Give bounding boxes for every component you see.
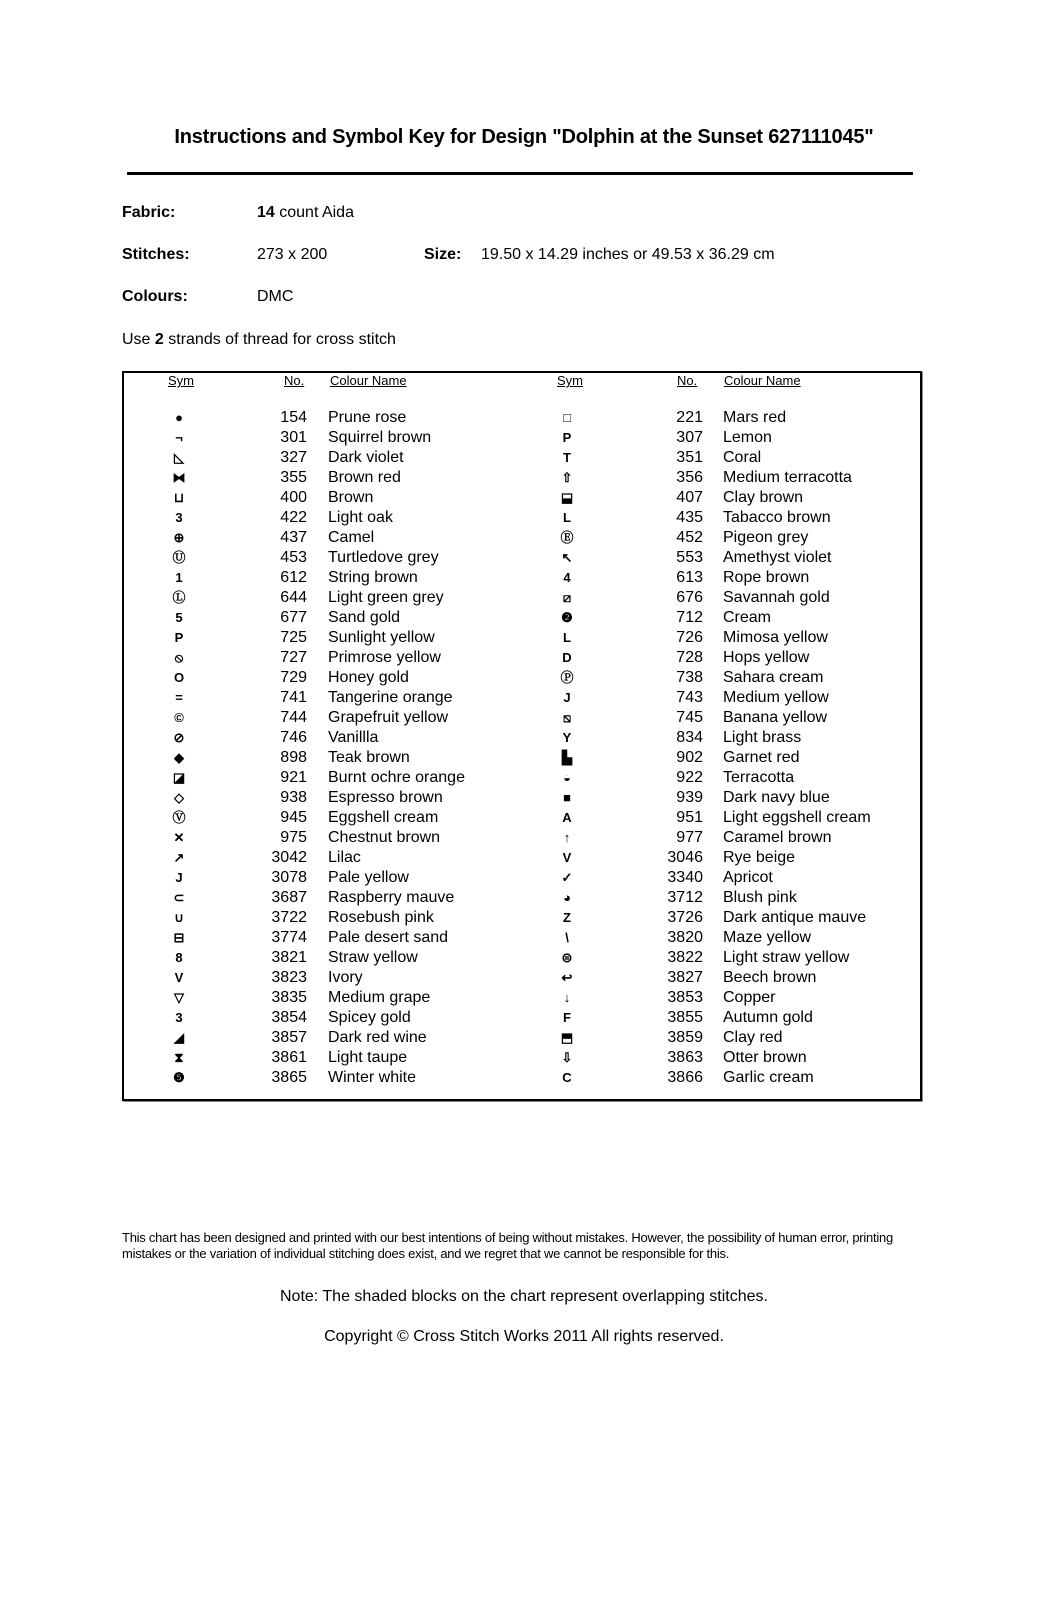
dmc-number: 3827 [667,969,703,986]
key-row [124,668,920,688]
key-row [124,528,920,548]
dmc-number: 553 [676,549,703,566]
colour-name: Pale desert sand [328,929,449,946]
stitch-symbol-icon: = [175,690,183,705]
stitch-symbol-icon: ❷ [561,610,573,625]
colour-name: Medium terracotta [723,469,852,486]
strands-count: 2 [154,331,164,348]
key-row [124,628,920,648]
colour-name: Primrose yellow [328,649,441,666]
key-row [124,508,920,528]
header-sym-right: Sym [557,373,583,388]
colour-name: Winter white [328,1069,417,1086]
colour-name: Prune rose [328,409,407,426]
key-row [124,688,920,708]
key-row [124,488,920,508]
stitch-symbol-icon: ⦸ [174,650,184,665]
dmc-number: 437 [280,529,307,546]
dmc-number: 677 [280,609,307,626]
colour-name: Hops yellow [723,649,810,666]
dmc-number: 3855 [667,1009,703,1026]
stitch-symbol-icon: L [563,630,571,645]
dmc-number: 356 [676,469,703,486]
header-sym-left: Sym [168,373,194,388]
colour-name: Otter brown [723,1049,807,1066]
colour-name: Light taupe [328,1049,408,1066]
dmc-number: 3853 [667,989,703,1006]
copyright-text: Copyright © Cross Stitch Works 2011 All rights reserved. [324,1328,724,1345]
stitch-symbol-icon: Ⓔ [560,530,574,545]
stitch-symbol-icon: ⊜ [561,950,573,965]
stitch-symbol-icon: 3 [175,510,183,525]
stitch-symbol-icon: J [175,870,183,885]
stitch-symbol-icon: L [563,510,571,525]
stitch-symbol-icon: ∪ [174,910,184,925]
colour-name: Terracotta [723,769,795,786]
dmc-number: 301 [280,429,307,446]
stitch-symbol-icon: ⧗ [174,1050,184,1065]
colour-name: Maze yellow [723,929,812,946]
stitch-symbol-icon: ⧅ [562,710,572,725]
dmc-number: 3722 [271,909,307,926]
size-label: Size: [424,246,462,263]
stitch-symbol-icon: ■ [563,790,571,805]
stitch-symbol-icon: ⧄ [562,590,572,605]
dmc-number: 921 [280,769,307,786]
key-row [124,788,920,808]
key-row [124,828,920,848]
colour-name: Tangerine orange [328,689,453,706]
stitch-symbol-icon: 5 [175,610,183,625]
stitch-symbol-icon: Z [563,910,571,925]
stitch-symbol-icon: ⊔ [173,490,185,505]
colour-name: Sahara cream [723,669,824,686]
dmc-number: 3822 [667,949,703,966]
stitch-symbol-icon: ⊘ [173,730,185,745]
colour-name: Chestnut brown [328,829,441,846]
key-row [124,808,920,828]
key-row [124,1068,920,1088]
key-row [124,1048,920,1068]
colour-name: Vanillla [328,729,379,746]
dmc-number: 729 [280,669,307,686]
key-row [124,728,920,748]
dmc-number: 902 [676,749,703,766]
dmc-number: 3726 [667,909,703,926]
stitch-symbol-icon: ❺ [173,1070,185,1085]
strands-instruction [122,331,396,349]
dmc-number: 3078 [271,869,307,886]
dmc-number: 452 [676,529,703,546]
stitch-symbol-icon: ◆ [174,750,184,765]
stitch-symbol-icon: ◢ [174,1030,184,1045]
dmc-number: 154 [280,409,307,426]
colour-name: Dark red wine [328,1029,427,1046]
colour-name: Espresso brown [328,789,443,806]
stitch-symbol-icon: 4 [563,570,571,585]
dmc-number: 3835 [271,989,307,1006]
colour-name: Clay brown [723,489,804,506]
colour-name: String brown [328,569,418,586]
disclaimer-text: This chart has been designed and printed with our best intentions of being without mistakes. However, the possibility of human error, printing mistakes or the variation of individual stitching does exist, and we regret that we cannot be responsible for this. [122,1230,893,1261]
dmc-number: 3687 [271,889,307,906]
colour-name: Turtledove grey [328,549,439,566]
dmc-number: 612 [280,569,307,586]
colour-name: Mars red [723,409,787,426]
dmc-number: 712 [676,609,703,626]
stitch-symbol-icon: ↖ [561,550,573,565]
stitch-symbol-icon: ▽ [174,990,184,1005]
key-row [124,968,920,988]
stitch-symbol-icon: D [562,650,572,665]
stitch-symbol-icon: Ⓥ [172,810,186,825]
key-row [124,448,920,468]
key-row [124,748,920,768]
key-row [124,648,920,668]
dmc-number: 3340 [667,869,703,886]
dmc-number: 435 [676,509,703,526]
colour-name: Brown red [328,469,401,486]
symbol-key-table [122,371,922,1101]
dmc-number: 327 [280,449,307,466]
dmc-number: 951 [676,809,703,826]
colour-name: Squirrel brown [328,429,432,446]
stitch-symbol-icon: 3 [175,1010,183,1025]
stitch-symbol-icon: V [174,970,184,985]
colour-name: Eggshell cream [328,809,439,826]
dmc-number: 351 [676,449,703,466]
key-row [124,848,920,868]
key-row [124,928,920,948]
colour-name: Caramel brown [723,829,832,846]
dmc-number: 977 [676,829,703,846]
colour-name: Blush pink [723,889,797,906]
stitch-symbol-icon: ● [175,410,183,425]
dmc-number: 741 [280,689,307,706]
key-row [124,1028,920,1048]
colour-name: Copper [723,989,776,1006]
dmc-number: 3866 [667,1069,703,1086]
dmc-number: 898 [280,749,307,766]
dmc-number: 834 [676,729,703,746]
colour-name: Light brass [723,729,802,746]
strands-suffix: strands of thread for cross stitch [163,331,396,348]
dmc-number: 644 [280,589,307,606]
stitch-symbol-icon: A [562,810,572,825]
dmc-number: 3863 [667,1049,703,1066]
key-row [124,428,920,448]
colour-name: Dark violet [328,449,404,466]
colour-name: Rosebush pink [328,909,434,926]
stitch-symbol-icon: P [562,430,572,445]
colour-name: Raspberry mauve [328,889,455,906]
stitch-symbol-icon: ↗ [173,850,185,865]
key-row [124,1008,920,1028]
colour-name: Savannah gold [723,589,830,606]
stitch-symbol-icon: \ [565,930,569,945]
header-no-left: No. [284,373,305,388]
stitches-value: 273 x 200 [257,246,328,263]
dmc-number: 945 [280,809,307,826]
dmc-number: 745 [676,709,703,726]
key-row [124,588,920,608]
colour-name: Autumn gold [723,1009,813,1026]
colour-name: Light oak [328,509,393,526]
dmc-number: 725 [280,629,307,646]
dmc-number: 744 [280,709,307,726]
colour-name: Lilac [328,849,361,866]
fabric-count: 14 [257,204,275,221]
colour-name: Ivory [328,969,363,986]
colours-label: Colours: [122,288,188,305]
colour-name: Spicey gold [328,1009,411,1026]
dmc-number: 975 [280,829,307,846]
stitch-symbol-icon: ⇩ [561,1050,573,1065]
page-title: Instructions and Symbol Key for Design "Dolphin at the Sunset 627111045" [174,126,874,148]
colour-name: Rope brown [723,569,810,586]
key-row [124,548,920,568]
header-no-right: No. [677,373,698,388]
colour-name: Clay red [723,1029,783,1046]
key-row [124,568,920,588]
colour-name: Cream [723,609,772,626]
fabric-label: Fabric: [122,204,176,221]
colour-name: Camel [328,529,375,546]
key-row [124,888,920,908]
stitch-symbol-icon: ✓ [561,870,573,885]
colour-name: Brown [328,489,374,506]
colour-name: Rye beige [723,849,796,866]
colour-name: Coral [723,449,762,466]
size-value: 19.50 x 14.29 inches or 49.53 x 36.29 cm [481,246,775,263]
dmc-number: 221 [676,409,703,426]
stitch-symbol-icon: ↩ [561,970,573,985]
dmc-number: 3042 [271,849,307,866]
stitch-symbol-icon: ◇ [174,790,184,805]
stitch-symbol-icon: Y [562,730,572,745]
dmc-number: 400 [280,489,307,506]
fabric-text: count Aida [274,204,354,221]
colour-name: Tabacco brown [723,509,831,526]
dmc-number: 3859 [667,1029,703,1046]
key-row [124,708,920,728]
dmc-number: 922 [676,769,703,786]
colours-value: DMC [257,288,294,305]
note-text: Note: The shaded blocks on the chart represent overlapping stitches. [280,1288,768,1305]
colour-name: Medium yellow [723,689,829,706]
colour-name: Straw yellow [328,949,418,966]
stitch-symbol-icon: J [563,690,571,705]
colour-name: Light straw yellow [723,949,850,966]
colour-name: Sunlight yellow [328,629,435,646]
stitch-symbol-icon: Ⓟ [560,670,574,685]
dmc-number: 743 [676,689,703,706]
dmc-number: 3861 [271,1049,307,1066]
stitch-symbol-icon: ◒ [563,770,571,785]
key-row [124,408,920,428]
dmc-number: 3821 [271,949,307,966]
stitch-symbol-icon: ✕ [173,830,185,845]
header-name-right: Colour Name [724,373,801,388]
stitch-symbol-icon: ⊂ [173,890,185,905]
dmc-number: 727 [280,649,307,666]
dmc-number: 453 [280,549,307,566]
key-row [124,468,920,488]
header-name-left: Colour Name [330,373,407,388]
colour-name: Apricot [723,869,773,886]
key-row [124,608,920,628]
colour-name: Light eggshell cream [723,809,871,826]
dmc-number: 746 [280,729,307,746]
dmc-number: 738 [676,669,703,686]
dmc-number: 3823 [271,969,307,986]
colour-name: Grapefruit yellow [328,709,449,726]
stitch-symbol-icon: ▙ [562,750,572,765]
dmc-number: 3046 [667,849,703,866]
dmc-number: 613 [676,569,703,586]
dmc-number: 939 [676,789,703,806]
dmc-number: 307 [676,429,703,446]
colour-name: Light green grey [328,589,444,606]
stitch-symbol-icon: O [173,670,185,685]
dmc-number: 3857 [271,1029,307,1046]
dmc-number: 3865 [271,1069,307,1086]
colour-name: Beech brown [723,969,817,986]
colour-name: Pale yellow [328,869,409,886]
stitch-symbol-icon: C [562,1070,572,1085]
stitch-symbol-icon: ◕ [563,890,571,905]
stitch-symbol-icon: F [563,1010,571,1025]
stitch-symbol-icon: ⊕ [173,530,185,545]
key-row [124,868,920,888]
stitch-symbol-icon: ¬ [175,430,183,445]
colour-name: Garnet red [723,749,800,766]
colour-name: Burnt ochre orange [328,769,465,786]
colour-name: Sand gold [328,609,401,626]
dmc-number: 407 [676,489,703,506]
dmc-number: 3712 [667,889,703,906]
dmc-number: 938 [280,789,307,806]
colour-name: Mimosa yellow [723,629,828,646]
stitch-symbol-icon: © [174,710,184,725]
stitch-symbol-icon: ↓ [563,990,571,1005]
stitch-symbol-icon: ⧓ [172,470,186,485]
colour-name: Garlic cream [723,1069,814,1086]
colour-name: Dark antique mauve [723,909,867,926]
stitch-symbol-icon: ◺ [174,450,184,465]
dmc-number: 422 [280,509,307,526]
colour-name: Honey gold [328,669,409,686]
key-row [124,988,920,1008]
title-divider [127,172,913,175]
colour-name: Lemon [723,429,772,446]
stitch-symbol-icon: ◪ [172,770,186,785]
stitch-symbol-icon: ⬓ [560,490,574,505]
dmc-number: 3854 [271,1009,307,1026]
stitch-symbol-icon: 8 [175,950,183,965]
dmc-number: 3774 [271,929,307,946]
colour-name: Dark navy blue [723,789,830,806]
dmc-number: 3820 [667,929,703,946]
key-row [124,908,920,928]
colour-name: Pigeon grey [723,529,809,546]
fabric-value [257,204,354,222]
colour-name: Medium grape [328,989,431,1006]
dmc-number: 676 [676,589,703,606]
stitch-symbol-icon: ⇧ [561,470,573,485]
stitch-symbol-icon: ⊟ [173,930,185,945]
dmc-number: 728 [676,649,703,666]
stitch-symbol-icon: P [174,630,184,645]
dmc-number: 726 [676,629,703,646]
colour-name: Teak brown [328,749,410,766]
stitch-symbol-icon: Ⓛ [172,590,186,605]
stitch-symbol-icon: ⬒ [560,1030,574,1045]
key-row [124,948,920,968]
stitch-symbol-icon: 1 [175,570,183,585]
stitch-symbol-icon: T [563,450,571,465]
colour-name: Amethyst violet [723,549,832,566]
colour-name: Banana yellow [723,709,828,726]
dmc-number: 355 [280,469,307,486]
key-row [124,768,920,788]
stitch-symbol-icon: □ [563,410,571,425]
stitches-label: Stitches: [122,246,190,263]
stitch-symbol-icon: Ⓤ [172,550,186,565]
strands-prefix: Use [122,331,155,348]
stitch-symbol-icon: V [562,850,572,865]
stitch-symbol-icon: ↑ [563,830,571,845]
